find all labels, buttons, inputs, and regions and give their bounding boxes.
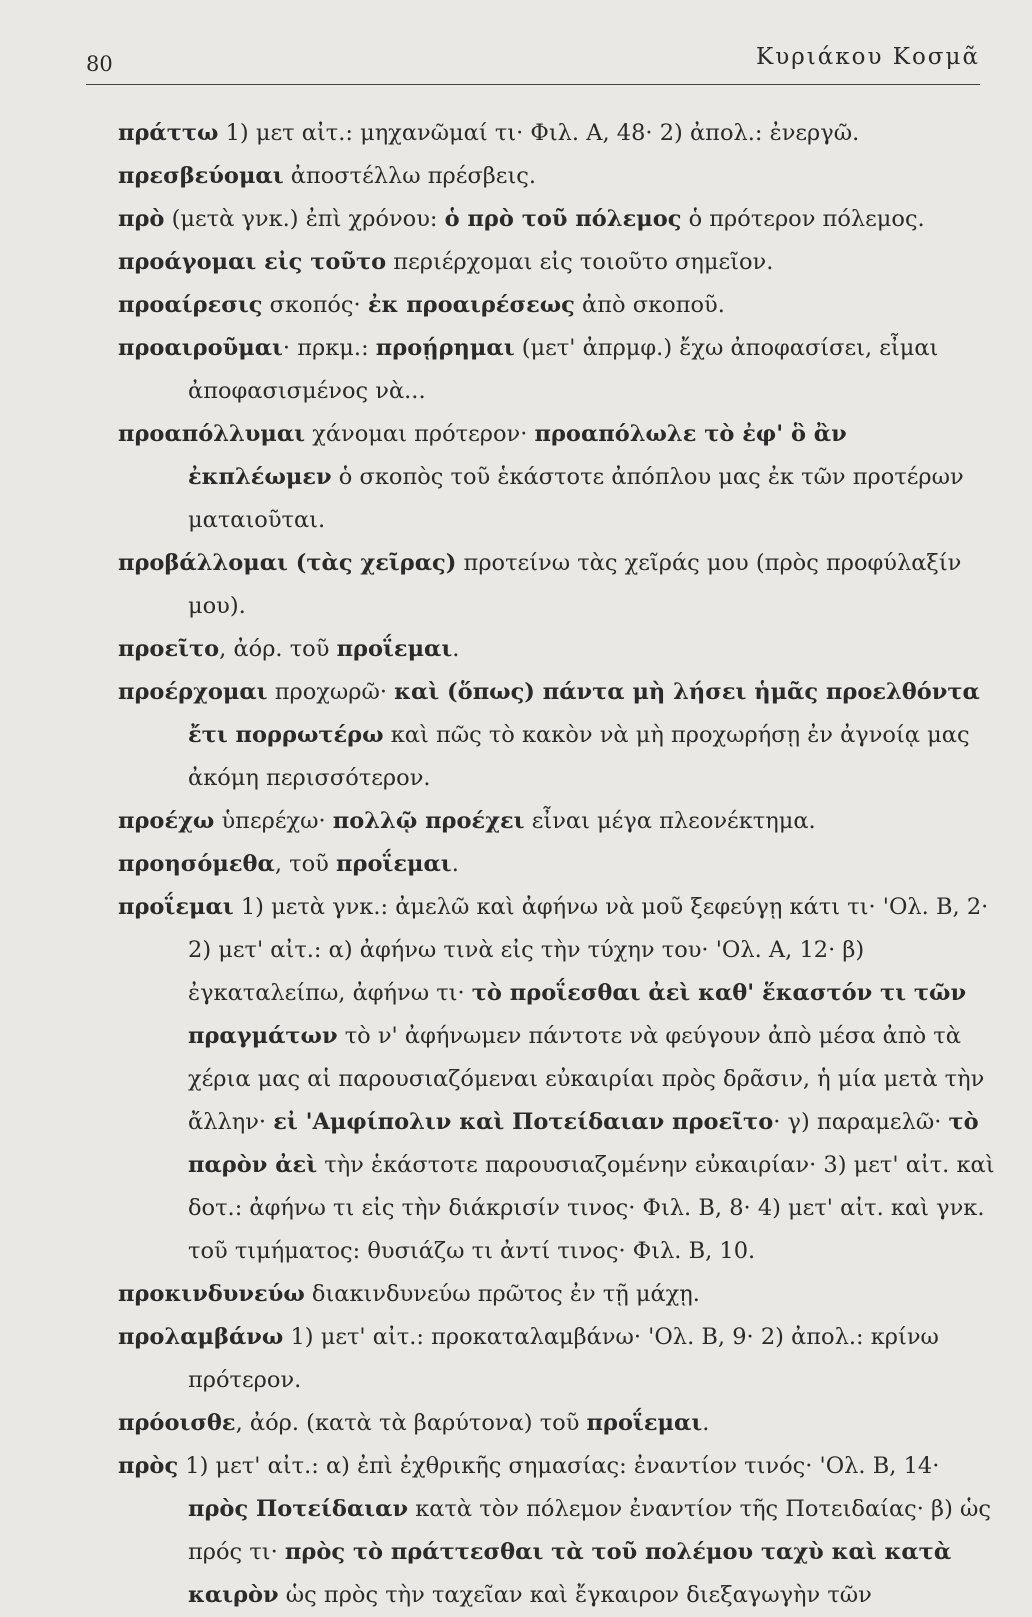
entry-text: ἀποστέλλω πρέσβεις.	[283, 163, 537, 189]
entry-text: · γ) παραμελῶ·	[773, 1109, 949, 1135]
entry-text: .	[452, 636, 460, 662]
entry-headword: καὶ (ὅπως) πάντα μὴ λήσει ἡμᾶς προελθόντα ἔτι πορρωτέρω	[188, 679, 980, 748]
entry-text: .	[451, 851, 459, 877]
lexicon-entry	[118, 112, 998, 155]
entry-headword: προαιροῦμαι	[118, 335, 283, 361]
entry-headword: προέχω	[118, 808, 215, 834]
entry-text: προχωρῶ·	[267, 679, 395, 705]
entry-headword: ὁ πρὸ τοῦ πόλεμος	[444, 206, 682, 232]
entry-text: (μετ' ἀπρμφ.) ἔχω ἀποφασίσει, εἶμαι ἀποφασισμένος νὰ...	[188, 335, 939, 404]
entry-text: κατὰ τὸν πόλεμον ἐναντίον τῆς Ποτειδαίας· β) ὡς πρός τι·	[188, 1496, 991, 1565]
entry-headword: πράττω	[118, 120, 219, 146]
entry-headword: προῄρημαι	[375, 335, 515, 361]
lexicon-entry	[118, 628, 998, 671]
entry-text: καὶ πῶς τὸ κακὸν νὰ μὴ προχωρήσῃ ἐν ἀγνοίᾳ μας ἀκόμη περισσότερον.	[188, 722, 970, 791]
entry-text: 1) μετ' αἰτ.: α) ἐπὶ ἐχθρικῆς σημασίας: ἐναντίον τινός· 'Ολ. Β, 14·	[178, 1453, 940, 1479]
entry-headword: προλαμβάνω	[118, 1324, 284, 1350]
entry-headword: προκινδυνεύω	[118, 1281, 305, 1307]
entry-text: ὁ πρότερον πόλεμος.	[681, 206, 925, 232]
entry-text: 1) μετ αἰτ.: μηχανῶμαί τι· Φιλ. Α, 48· 2) ἀπολ.: ἐνεργῶ.	[218, 120, 860, 146]
entry-text: ὡς πρὸς τὴν ταχεῖαν καὶ ἔγκαιρον διεξαγωγὴν τῶν	[278, 1582, 872, 1608]
lexicon-entry	[118, 1273, 998, 1316]
lexicon-entry	[118, 327, 998, 413]
entry-text: ἀπὸ σκοποῦ.	[574, 292, 725, 318]
lexicon-entry	[118, 671, 998, 800]
entry-headword: προβάλλομαι (τὰς χεῖρας)	[118, 550, 457, 576]
lexicon-entry	[118, 155, 998, 198]
entry-headword: προέρχομαι	[118, 679, 268, 705]
lexicon-entry	[118, 800, 998, 843]
entry-text: (μετὰ γνκ.) ἐπὶ χρόνου:	[164, 206, 445, 232]
entry-text: , ἀόρ. (κατὰ τὰ βαρύτονα) τοῦ	[235, 1410, 587, 1436]
entry-text: τὴν ἑκάστοτε παρουσιαζομένην εὐκαιρίαν· 3) μετ' αἰτ. καὶ δοτ.: ἀφήνω τι εἰς τὴν διάκρισίν τινος· Φιλ. Β, 8· 4) μετ' αἰτ. καὶ γνκ. τοῦ τιμήματος: θυσιάζω τι ἀντί τινος· Φιλ. Β, 10.	[188, 1152, 995, 1264]
entry-headword: προησόμεθα	[118, 851, 275, 877]
entry-headword: προεῖτο	[118, 636, 220, 662]
lexicon-entry	[118, 1445, 998, 1617]
entry-text: ὁ σκοπὸς τοῦ ἑκάστοτε ἀπόπλου μας ἐκ τῶν προτέρων ματαιοῦται.	[188, 464, 964, 533]
entry-headword: πρὸς τὸ πράττεσθαι τὰ τοῦ πολέμου ταχὺ καὶ κατὰ καιρὸν	[188, 1539, 952, 1608]
header-rule	[86, 84, 980, 85]
running-title: Κυριάκου Κοσμᾶ	[756, 44, 980, 70]
entry-text: · πρκμ.:	[282, 335, 376, 361]
entry-headword: πρὸ	[118, 206, 165, 232]
lexicon-entry	[118, 1316, 998, 1402]
entry-headword: πρὸς	[118, 1453, 179, 1479]
entry-headword: πρὸς Ποτείδαιαν	[188, 1496, 409, 1522]
entry-text: τὸ ν' ἀφήνωμεν πάντοτε νὰ φεύγουν ἀπὸ μέσα ἀπὸ τὰ χέρια μας αἱ παρουσιαζόμεναι εὐκαιρίαι πρὸς δρᾶσιν, ἡ μία μετὰ τὴν ἄλλην·	[188, 1023, 985, 1135]
entry-headword: προΐεμαι	[336, 851, 452, 877]
entry-text: διακινδυνεύω πρῶτος ἐν τῇ μάχῃ.	[304, 1281, 700, 1307]
entry-text: , τοῦ	[274, 851, 337, 877]
entry-headword: εἰ 'Αμφίπολιν καὶ Ποτείδαιαν προεῖτο	[273, 1109, 774, 1135]
entry-headword: ἐκ προαιρέσεως	[367, 292, 575, 318]
lexicon-entry	[118, 843, 998, 886]
entry-text: προτείνω τὰς χεῖράς μου (πρὸς προφύλαξίν μου).	[188, 550, 962, 619]
entry-headword: τὸ προΐεσθαι ἀεὶ καθ' ἕκαστόν τι τῶν πραγμάτων	[188, 980, 967, 1049]
lexicon-entry	[118, 198, 998, 241]
entry-headword: πολλῷ προέχει	[332, 808, 525, 834]
entry-headword: πρόοισθε	[118, 1410, 236, 1436]
lexicon-entry	[118, 241, 998, 284]
lexicon-entry	[118, 542, 998, 628]
entry-headword: προαίρεσις	[118, 292, 263, 318]
entry-text: εἶναι μέγα πλεονέκτημα.	[524, 808, 816, 834]
entry-headword: προαπόλλυμαι	[118, 421, 306, 447]
entry-text: χάνομαι πρότερον·	[305, 421, 535, 447]
page-header	[86, 40, 980, 86]
lexicon-entry	[118, 413, 998, 542]
entry-headword: προΐεμαι	[336, 636, 453, 662]
lexicon-body	[118, 112, 998, 1617]
entry-headword: προΐεμαι	[586, 1410, 703, 1436]
entry-text: 1) μετὰ γνκ.: ἀμελῶ καὶ ἀφήνω νὰ μοῦ ξεφεύγῃ κάτι τι· 'Ολ. Β, 2· 2) μετ' αἰτ.: α) ἀφήνω τινὰ εἰς τὴν τύχην του· 'Ολ. Α, 12· β) ἐγκαταλείπω, ἀφήνω τι·	[188, 894, 989, 1006]
entry-text: περιέρχομαι εἰς τοιοῦτο σημεῖον.	[386, 249, 774, 275]
lexicon-entry	[118, 1402, 998, 1445]
entry-headword: τὸ παρὸν ἀεὶ	[188, 1109, 979, 1178]
lexicon-entry	[118, 886, 998, 1273]
entry-headword: προαπόλωλε τὸ ἐφ' ὃ ἂν ἐκπλέωμεν	[188, 421, 847, 490]
entry-headword: προάγομαι εἰς τοῦτο	[118, 249, 387, 275]
entry-text: σκοπός·	[262, 292, 368, 318]
entry-text: .	[702, 1410, 710, 1436]
entry-headword: πρεσβεύομαι	[118, 163, 284, 189]
entry-text: ὑπερέχω·	[214, 808, 333, 834]
lexicon-entry	[118, 284, 998, 327]
page-number: 80	[86, 52, 113, 76]
entry-headword: προΐεμαι	[118, 894, 234, 920]
entry-text: , ἀόρ. τοῦ	[219, 636, 337, 662]
entry-text: 1) μετ' αἰτ.: προκαταλαμβάνω· 'Ολ. Β, 9· 2) ἀπολ.: κρίνω πρότερον.	[188, 1324, 939, 1393]
